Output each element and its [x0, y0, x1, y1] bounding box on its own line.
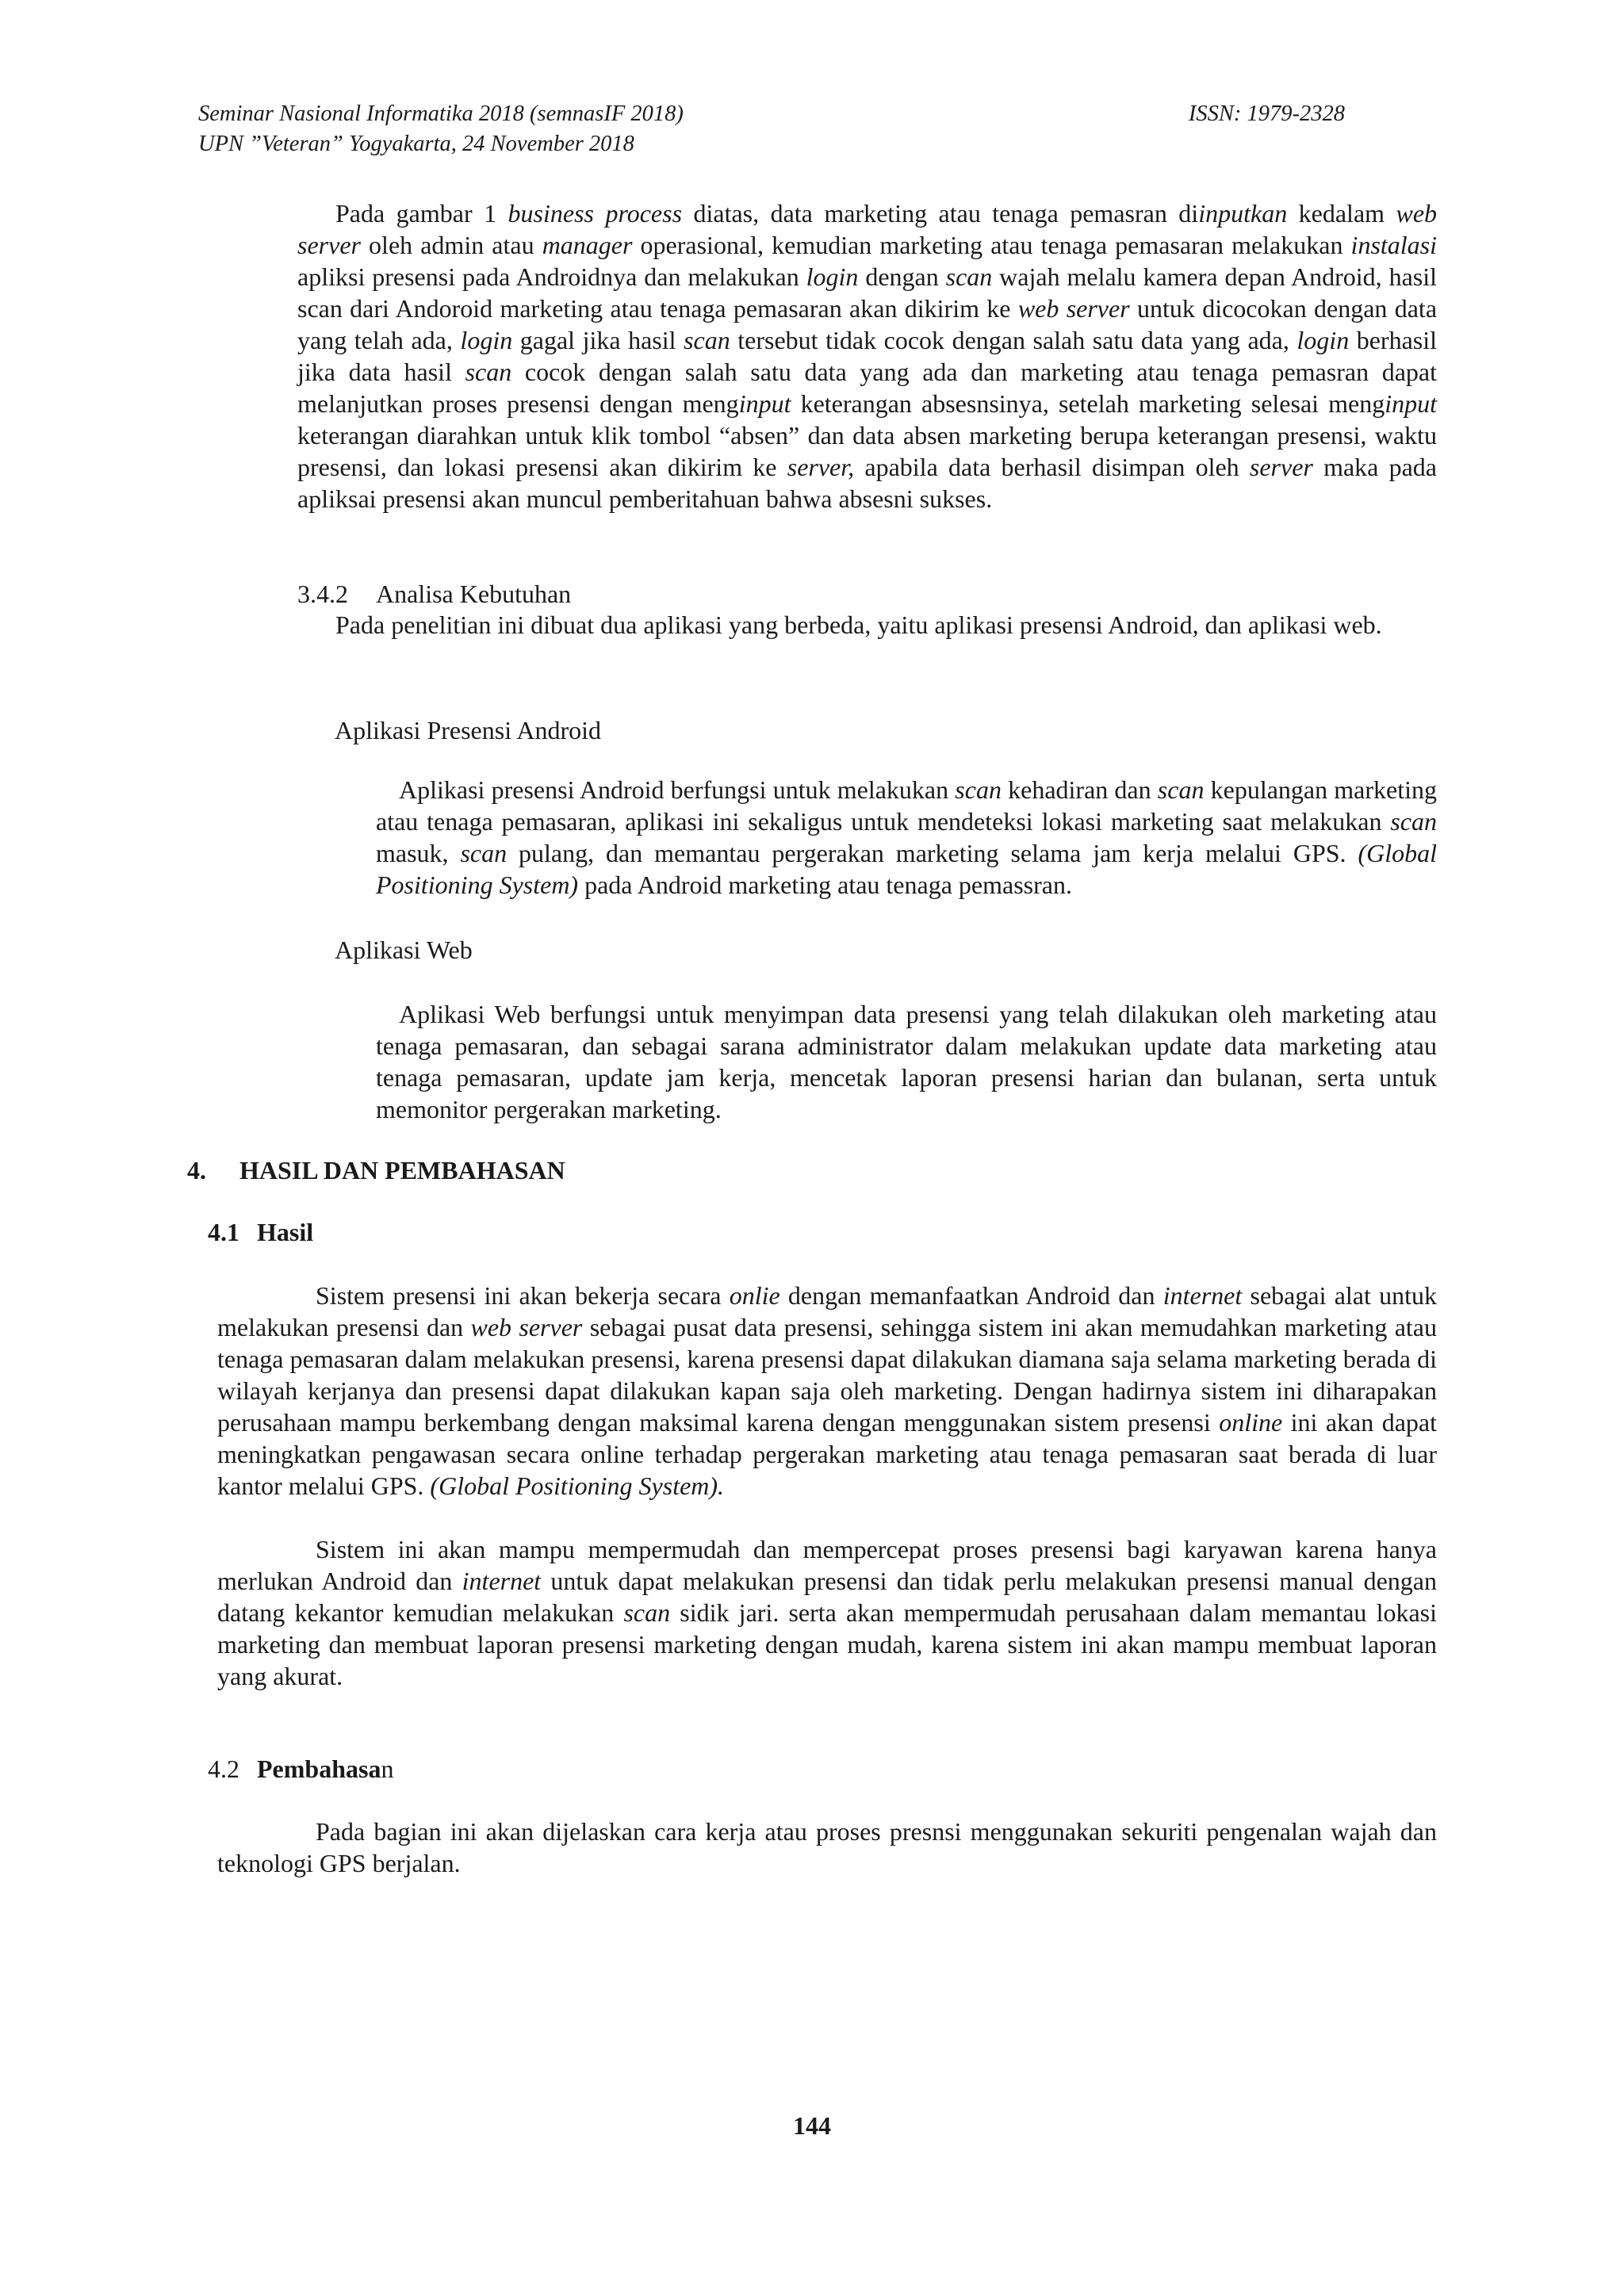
italic-term: login	[806, 262, 859, 291]
italic-term: scan	[465, 358, 512, 386]
conference-venue-date: UPN ”Veteran” Yogyakarta, 24 November 2018	[198, 132, 634, 156]
italic-term: business process	[508, 199, 683, 228]
italic-term: internet	[1162, 1281, 1243, 1310]
italic-term: scan	[623, 1598, 671, 1627]
section-heading-4-1	[208, 1216, 313, 1248]
italic-term: input	[738, 389, 791, 418]
italic-term: web server	[470, 1313, 583, 1341]
paragraph-pembahasan: Pada bagian ini akan dijelaskan cara kerja atau proses presnsi menggunakan sekuriti pengenalan wajah dan teknologi GPS berjalan.	[217, 1817, 1437, 1877]
section-title-bold: Pembahasa	[257, 1755, 381, 1783]
italic-term: input	[1385, 389, 1438, 418]
italic-term: scan	[955, 775, 1002, 804]
section-heading-3-4-2	[297, 578, 571, 610]
paragraph-analisa-intro: Pada penelitian ini dibuat dua aplikasi yang berbeda, yaitu aplikasi presensi Android, dan aplikasi web.	[335, 610, 1382, 639]
paragraph-hasil-1: Sistem presensi ini akan bekerja secara onlie dengan memanfaatkan Android dan internet sebagai alat untuk melakukan presensi dan web server sebagai pusat data presensi, sehingga sistem ini akan memudahkan marketing atau tenaga pemasaran dalam melakukan presensi, karena presensi dapat dilakukan diamana saja selama marketing berada di wilayah kerjanya dan presensi dapat dilakukan kapan saja oleh marketing. Dengan hadirnya sistem ini diharapakan perusahaan mampu berkembang dengan maksimal karena dengan menggunakan sistem presensi online ini akan dapat meningkatkan pengawasan secara online terhadap pergerakan marketing atau tenaga pemasaran saat berada di luar kantor melalui GPS. (Global Positioning System).	[217, 1281, 1438, 1500]
conference-name: Seminar Nasional Informatika 2018 (semnasIF 2018)	[198, 101, 684, 126]
italic-term: instalasi	[1350, 231, 1438, 259]
italic-term: login	[460, 326, 513, 354]
italic-term: internet	[462, 1567, 542, 1595]
italic-term: onlie	[729, 1281, 780, 1310]
paragraph-android-app: Aplikasi presensi Android berfungsi untuk melakukan scan kehadiran dan scan kepulangan marketing atau tenaga pemasaran, aplikasi ini sekaligus untuk mendeteksi lokasi marketing saat melakukan scan masuk, scan pulang, dan memantau pergerakan marketing selama jam kerja melalui GPS. (Global Positioning System) pada Android marketing atau tenaga pemassran.	[376, 775, 1438, 899]
italic-term: (Global Positioning System)	[376, 839, 1438, 899]
section-title: HASIL DAN PEMBAHASAN	[239, 1156, 565, 1184]
section-title: Hasil	[257, 1218, 314, 1246]
subheading-web-app: Aplikasi Web	[335, 936, 473, 964]
section-number: 4.	[187, 1156, 206, 1184]
section-title-tail: n	[381, 1755, 394, 1783]
italic-term: scan	[945, 262, 993, 291]
paragraph-web-app: Aplikasi Web berfungsi untuk menyimpan data presensi yang telah dilakukan oleh marketing atau tenaga pemasaran, dan sebagai sarana administrator dalam melakukan update data marketing atau tenaga pemasaran, update jam kerja, mencetak laporan presensi harian dan bulanan, serta untuk memonitor pergerakan marketing.	[376, 1000, 1437, 1123]
section-number: 4.2	[208, 1755, 239, 1783]
italic-term: scan	[460, 839, 508, 867]
italic-term: online	[1219, 1408, 1283, 1437]
section-title: Analisa Kebutuhan	[376, 580, 572, 608]
italic-term: scan	[1157, 775, 1205, 804]
italic-term: server,	[787, 453, 855, 481]
italic-term: login	[1297, 326, 1350, 354]
running-header-left	[198, 99, 684, 159]
italic-term: scan	[684, 326, 730, 354]
section-heading-4	[187, 1154, 565, 1186]
issn-label: ISSN: 1979-2328	[1188, 101, 1345, 126]
section-number: 3.4.2	[297, 580, 348, 608]
italic-term: web server	[297, 199, 1438, 259]
section-number: 4.1	[208, 1218, 239, 1246]
italic-term: (Global Positioning System).	[430, 1471, 725, 1500]
italic-term: scan	[1390, 807, 1437, 836]
page-number: 144	[793, 2111, 831, 2140]
italic-term: web server	[1017, 294, 1130, 323]
section-heading-4-2	[208, 1753, 393, 1785]
italic-term: manager	[542, 231, 633, 259]
paragraph-business-process: Pada gambar 1 business process diatas, data marketing atau tenaga pemasran diinputkan kedalam web server oleh admin atau manager operasional, kemudian marketing atau tenaga pemasaran melakukan instalasi apliksi presensi pada Androidnya dan melakukan login dengan scan wajah melalu kamera depan Android, hasil scan dari Andoroid marketing atau tenaga pemasaran akan dikirim ke web server untuk dicocokan dengan data yang telah ada, login gagal jika hasil scan tersebut tidak cocok dengan salah satu data yang ada, login berhasil jika data hasil scan cocok dengan salah satu data yang ada dan marketing atau tenaga pemasran dapat melanjutkan proses presensi dengan menginput keterangan absesnsinya, setelah marketing selesai menginput keterangan diarahkan untuk klik tombol “absen” dan data absen marketing berupa keterangan presensi, waktu presensi, dan lokasi presensi akan dikirim ke server, apabila data berhasil disimpan oleh server maka pada apliksai presensi akan muncul pemberitahuan bahwa absesni sukses.	[297, 199, 1438, 513]
italic-term: inputkan	[1198, 199, 1288, 228]
subheading-android-app: Aplikasi Presensi Android	[335, 716, 601, 744]
italic-term: server	[1249, 453, 1313, 481]
paragraph-hasil-2: Sistem ini akan mampu mempermudah dan mempercepat proses presensi bagi karyawan karena hanya merlukan Android dan internet untuk dapat melakukan presensi dan tidak perlu melakukan presensi manual dengan datang kekantor kemudian melakukan scan sidik jari. serta akan mempermudah perusahaan dalam memantau lokasi marketing dan membuat laporan presensi marketing dengan mudah, karena sistem ini akan mampu membuat laporan yang akurat.	[217, 1535, 1438, 1690]
